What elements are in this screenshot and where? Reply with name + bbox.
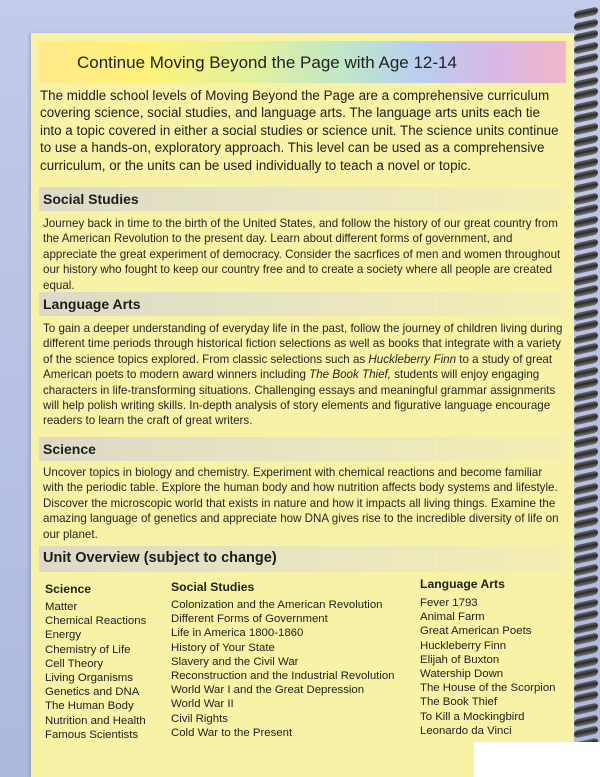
spiral-coil — [574, 412, 598, 425]
list-item: Huckleberry Finn — [420, 639, 507, 652]
spiral-coil — [574, 726, 598, 739]
list-item: The House of the Scorpion — [420, 682, 556, 695]
spiral-coil — [574, 122, 598, 135]
spiral-coil — [574, 111, 598, 124]
social-studies-heading: Social Studies — [43, 191, 139, 207]
spiral-coil — [574, 6, 598, 19]
list-item: Civil Rights — [171, 712, 228, 725]
spiral-coil — [574, 470, 598, 483]
science-column-header: Science — [45, 582, 92, 596]
list-item: Leonardo da Vinci — [420, 724, 512, 737]
spiral-coil — [574, 575, 598, 588]
science-unit-list — [45, 600, 146, 742]
spiral-binding — [574, 5, 600, 745]
spiral-coil — [574, 64, 598, 77]
spiral-coil — [574, 610, 598, 623]
list-item: Energy — [45, 629, 82, 642]
list-item: Nutrition and Health — [45, 714, 146, 727]
language-arts-column-header: Language Arts — [420, 577, 505, 591]
unit-overview-heading: Unit Overview (subject to change) — [43, 550, 277, 566]
list-item: Life in America 1800-1860 — [171, 627, 304, 640]
spiral-coil — [574, 702, 598, 715]
spiral-coil — [574, 633, 598, 646]
spiral-coil — [574, 343, 598, 356]
list-item: World War II — [171, 698, 234, 711]
list-item: Cell Theory — [45, 657, 104, 670]
language-arts-text-2: to a study of great American poets to modern award winners including — [43, 352, 553, 382]
science-band — [39, 437, 566, 461]
list-item: Slavery and the Civil War — [171, 655, 299, 668]
list-item: The Human Body — [45, 700, 134, 713]
list-item: World War I and the Great Depression — [171, 684, 365, 697]
spiral-coil — [574, 146, 598, 159]
spiral-coil — [574, 227, 598, 240]
language-arts-text-3: students will enjoy engaging characters in life-transforming situations. Challenging essays and meaningful grammar assignments will help polish writing skills. In-depth analysis of story elements and figurative language encourage readers to learn the craft of great writers. — [43, 368, 556, 428]
list-item: Animal Farm — [420, 611, 485, 624]
science-heading: Science — [43, 441, 96, 457]
list-item: Cold War to the Present — [171, 726, 293, 739]
science-paragraph: Uncover topics in biology and chemistry. Experiment with chemical reactions and become familiar with the periodic table. Explore the human body and how nutrition affects body systems and lifestyle. Discover the microscopic world that exists in nature and how it impacts all living things. Examine the amazing language of genetics and appreciate how DNA gives rise to the incredible diversity of life on our planet. — [43, 466, 559, 541]
page-title: Continue Moving Beyond the Page with Age 12-14 — [77, 53, 457, 72]
spiral-coil — [574, 668, 598, 681]
spiral-coil — [574, 459, 598, 472]
spiral-coil — [574, 586, 598, 599]
list-item: Living Organisms — [45, 672, 133, 685]
social-studies-paragraph: Journey back in time to the birth of the United States, and follow the history of our great country from the American Revolution to the present day. Learn about different forms of government, and appreciate the great experiment of democracy. Consider the sacrfices of men and women throughout our history who fought to keep our country free and to create a society where all people are created equal. — [43, 217, 561, 292]
list-item: Chemistry of Life — [45, 643, 131, 656]
spiral-coil — [574, 238, 598, 251]
list-item: Great American Poets — [420, 625, 532, 638]
book-title-huckleberry-finn: Huckleberry Finn — [368, 352, 457, 366]
spiral-coil — [574, 354, 598, 367]
spiral-coil — [574, 320, 598, 333]
social-studies-column-header: Social Studies — [171, 580, 255, 594]
spiral-coil — [574, 30, 598, 43]
spiral-coil — [574, 436, 598, 449]
intro-paragraph: The middle school levels of Moving Beyond the Page are a comprehensive curriculum covering science, social studies, and language arts. The language arts units each tie into a topic covered in either a social studies or science unit. The science units continue to use a hands-on, exploratory approach. This level can be used as a comprehensive curriculum, or the units can be used individually to teach a novel or topic. — [40, 88, 559, 173]
language-arts-text-1: To gain a deeper understanding of everyday life in the past, follow the journey of children living during different time periods through historical fiction selections as well as books that integrate with a variety of the science topics explored. From classic selections such as — [43, 322, 563, 366]
list-item: Watership Down — [420, 668, 504, 681]
list-item: Different Forms of Government — [171, 613, 328, 626]
language-arts-heading: Language Arts — [43, 296, 141, 312]
spiral-coil — [574, 204, 598, 217]
white-label-patch — [474, 742, 600, 777]
spiral-coil — [574, 691, 598, 704]
spiral-coil — [574, 552, 598, 565]
list-item: Reconstruction and the Industrial Revolution — [171, 670, 395, 683]
spiral-coil — [574, 644, 598, 657]
catalog-page — [31, 33, 574, 777]
list-item: Famous Scientists — [45, 728, 139, 741]
list-item: Chemical Reactions — [45, 615, 147, 628]
list-item: Colonization and the American Revolution — [171, 599, 383, 611]
list-item: The Book Thief — [420, 696, 498, 709]
spiral-coil — [574, 53, 598, 66]
spiral-coil — [574, 296, 598, 309]
list-item: Fever 1793 — [420, 597, 478, 609]
spiral-coil — [574, 180, 598, 193]
spiral-coil — [574, 169, 598, 182]
spiral-coil — [574, 494, 598, 507]
spiral-coil — [574, 528, 598, 541]
spiral-coil — [574, 378, 598, 391]
spiral-coil — [574, 88, 598, 101]
list-item: History of Your State — [171, 641, 275, 654]
spiral-coil — [574, 401, 598, 414]
list-item: To Kill a Mockingbird — [420, 710, 525, 723]
spiral-coil — [574, 262, 598, 275]
spiral-coil — [574, 285, 598, 298]
social-studies-unit-list — [171, 598, 395, 740]
spiral-coil — [574, 517, 598, 530]
list-item: Genetics and DNA — [45, 686, 140, 699]
language-arts-unit-list — [420, 596, 556, 738]
list-item: Elijah of Buxton — [420, 653, 500, 666]
list-item: Matter — [45, 601, 78, 613]
book-title-the-book-thief: The Book Thief, — [309, 368, 391, 382]
language-arts-paragraph — [43, 321, 563, 429]
